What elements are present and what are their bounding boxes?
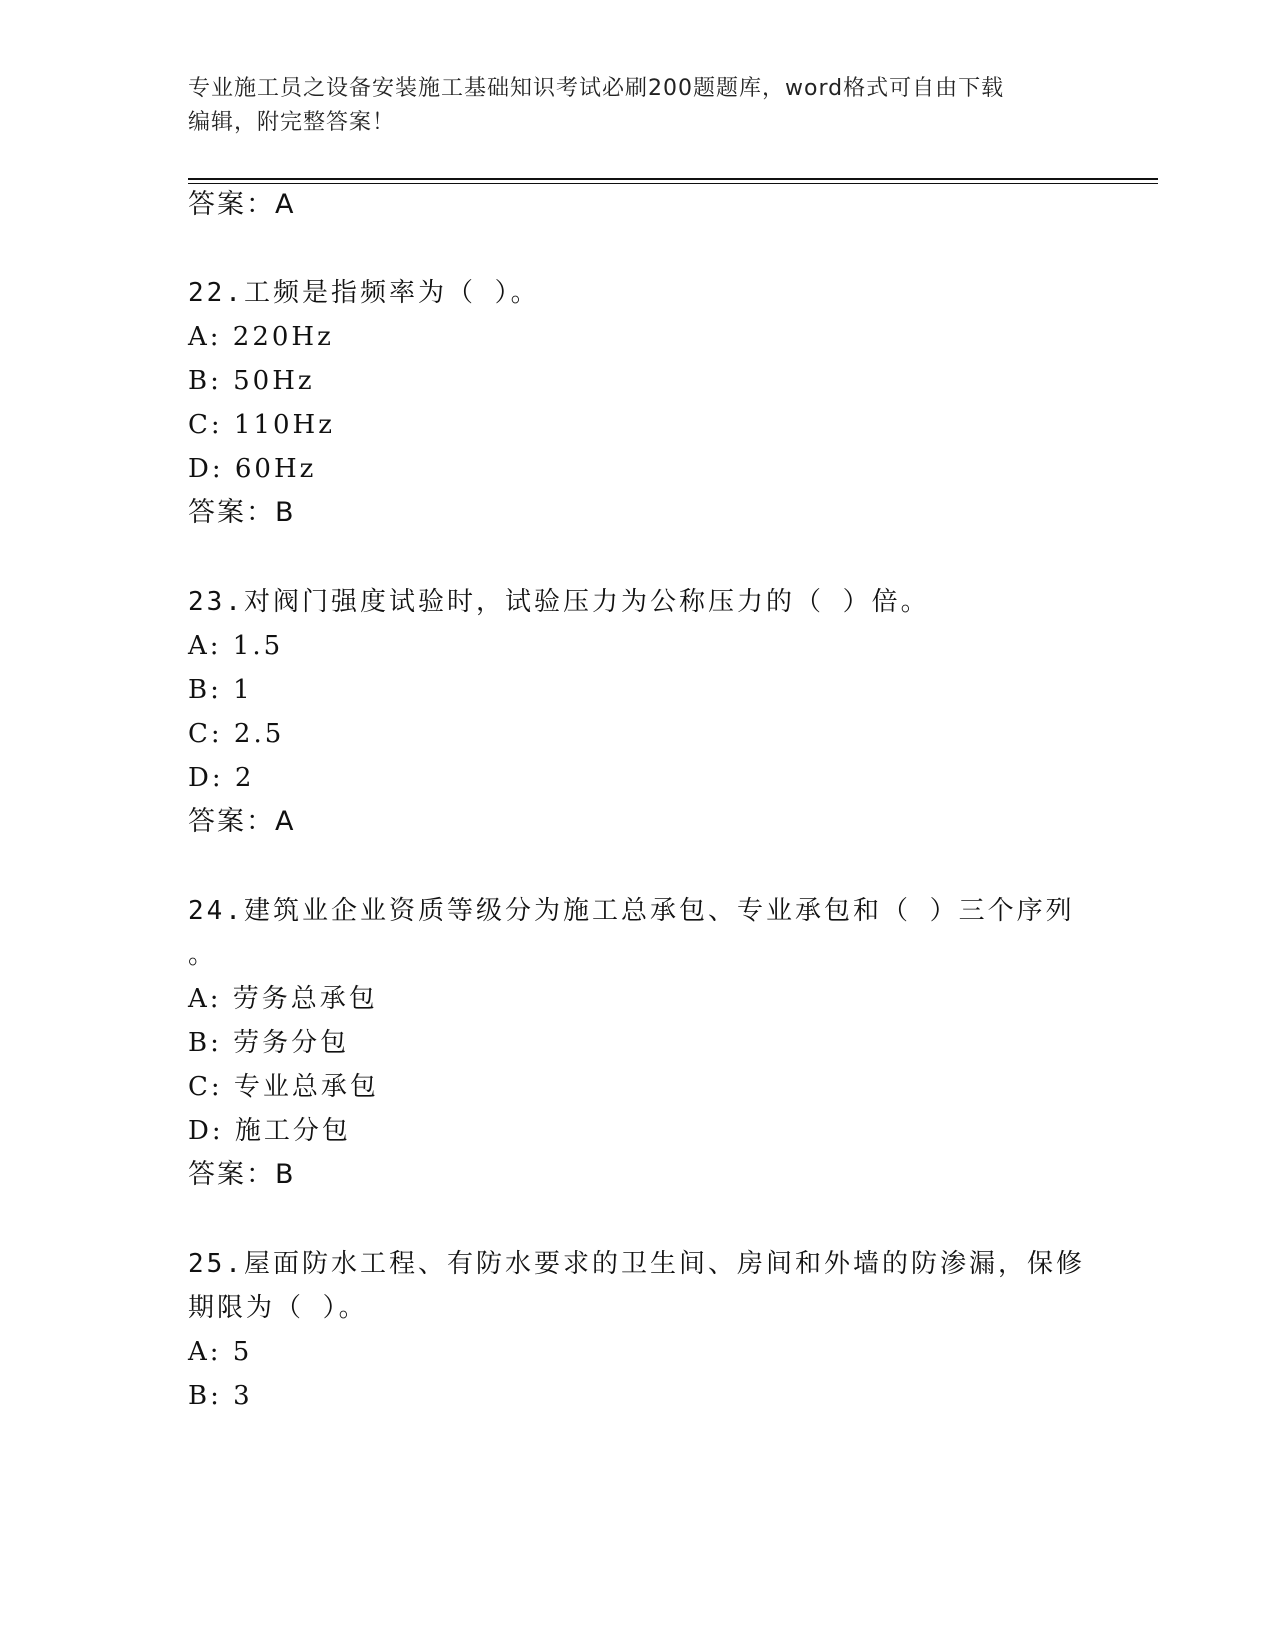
header-divider-thick <box>188 178 1158 180</box>
question-23-stem: 23.对阀门强度试验时，试验压力为公称压力的（ ）倍。 <box>188 587 930 617</box>
question-22-stem: 22.工频是指频率为（ ）。 <box>188 278 540 308</box>
answer-24: 答案：B <box>188 1159 296 1190</box>
question-23-option-a: A: 1.5 <box>188 631 284 661</box>
question-23-option-b: B: 1 <box>188 675 253 705</box>
question-24-stem-line-2: 。 <box>188 940 218 970</box>
question-24-option-a: A: 劳务总承包 <box>188 984 378 1014</box>
header-line-1: 专业施工员之设备安装施工基础知识考试必刷200题题库，word格式可自由下载 <box>188 76 1005 101</box>
question-25-stem-line-1: 25.屋面防水工程、有防水要求的卫生间、房间和外墙的防渗漏，保修 <box>188 1249 1085 1279</box>
answer-21: 答案：A <box>188 189 296 220</box>
question-22-option-a: A: 220Hz <box>188 322 334 352</box>
question-22-option-d: D: 60Hz <box>188 454 317 484</box>
question-22-option-c: C: 110Hz <box>188 410 335 440</box>
question-25-stem-line-2: 期限为（ ）。 <box>188 1293 368 1323</box>
question-24-option-d: D: 施工分包 <box>188 1116 351 1146</box>
answer-23: 答案：A <box>188 806 296 837</box>
header-divider-thin <box>188 183 1158 184</box>
question-24-stem-line-1: 24.建筑业企业资质等级分为施工总承包、专业承包和（ ）三个序列 <box>188 896 1075 926</box>
question-23-option-c: C: 2.5 <box>188 719 285 749</box>
question-24-option-b: B: 劳务分包 <box>188 1028 350 1058</box>
question-25-option-a: A: 5 <box>188 1337 253 1367</box>
question-25-option-b: B: 3 <box>188 1381 253 1411</box>
question-24-option-c: C: 专业总承包 <box>188 1072 379 1102</box>
question-22-option-b: B: 50Hz <box>188 366 315 396</box>
question-23-option-d: D: 2 <box>188 763 255 793</box>
answer-22: 答案：B <box>188 497 296 528</box>
document-header <box>188 72 1068 140</box>
header-line-2: 编辑，附完整答案！ <box>188 110 396 135</box>
